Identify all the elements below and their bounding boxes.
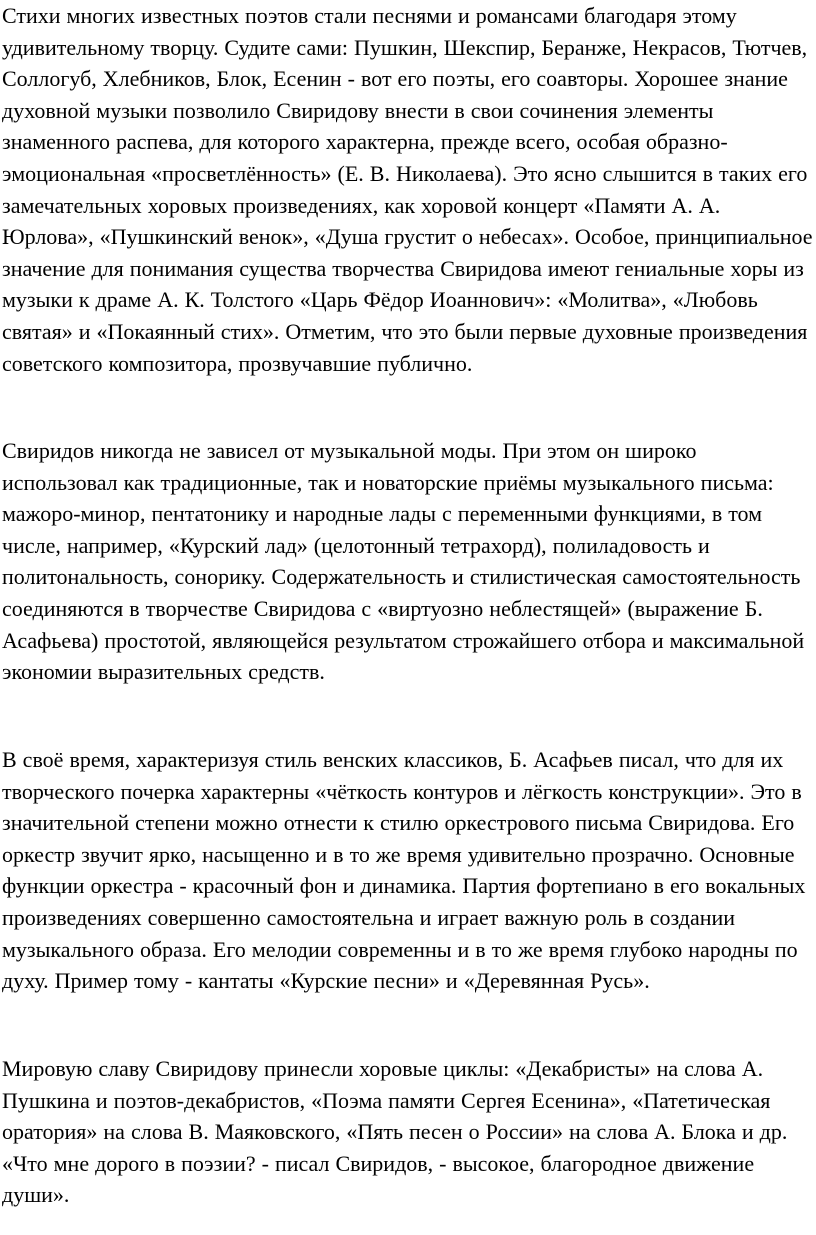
paragraph-1: Стихи многих известных поэтов стали песнями и романсами благодаря этому удивительному творцу. Судите сами: Пушкин, Шекспир, Беранже, Некрасов, Тютчев, Соллогуб, Хлебников, Блок, Есенин - вот его поэты, его соавторы. Хорошее знание духовной музыки позволило Свиридову внести в свои сочинения элементы знаменного распева, для которого характерна, прежде всего, особая образно-эмоциональная «просветлённость» (Е. В. Николаева). Это ясно слышится в таких его замечательных хоровых произведениях, как хоровой концерт «Памяти А. А. Юрлова», «Пушкинский венок», «Душа грустит о небесах». Особое, принципиальное значение для понимания существа творчества Свиридова имеют гениальные хоры из музыки к драме А. К. Толстого «Царь Фёдор Иоаннович»: «Молитва», «Любовь святая» и «Покаянный стих». Отметим, что это были первые духовные произведения советского композитора, прозвучавшие публично. <box>2 3 813 376</box>
paragraph-2: Свиридов никогда не зависел от музыкальной моды. При этом он широко использовал как традиционные, так и новаторские приёмы музыкального письма: мажоро-минор, пентатонику и народные лады с переменными функциями, в том числе, например, «Курский лад» (целотонный тетрахорд), полиладовость и политональность, сонорику. Содержательность и стилистическая самостоятельность соединяются в творчестве Свиридова с «виртуозно неблестящей» (выражение Б. Асафьева) простотой, являющейся результатом строжайшего отбора и максимальной экономии выразительных средств. <box>2 438 805 685</box>
paragraph-4: Мировую славу Свиридову принесли хоровые циклы: «Декабристы» на слова А. Пушкина и поэтов-декабристов, «Поэма памяти Сергея Есенина», «Патетическая оратория» на слова В. Маяковского, «Пять песен о России» на слова А. Блока и др. «Что мне дорого в поэзии? - писал Свиридов, - высокое, благородное движение души». <box>2 1056 788 1208</box>
paragraph-3: В своё время, характеризуя стиль венских классиков, Б. Асафьев писал, что для их творческого почерка характерны «чёткость контуров и лёгкость конструкции». Это в значительной степени можно отнести к стилю оркестрового письма Свиридова. Его оркестр звучит ярко, насыщенно и в то же время удивительно прозрачно. Основные функции оркестра - красочный фон и динамика. Партия фортепиано в его вокальных произведениях совершенно самостоятельна и играет важную роль в создании музыкального образа. Его мелодии современны и в то же время глубоко народны по духу. Пример тому - кантаты «Курские песни» и «Деревянная Русь». <box>2 747 806 994</box>
